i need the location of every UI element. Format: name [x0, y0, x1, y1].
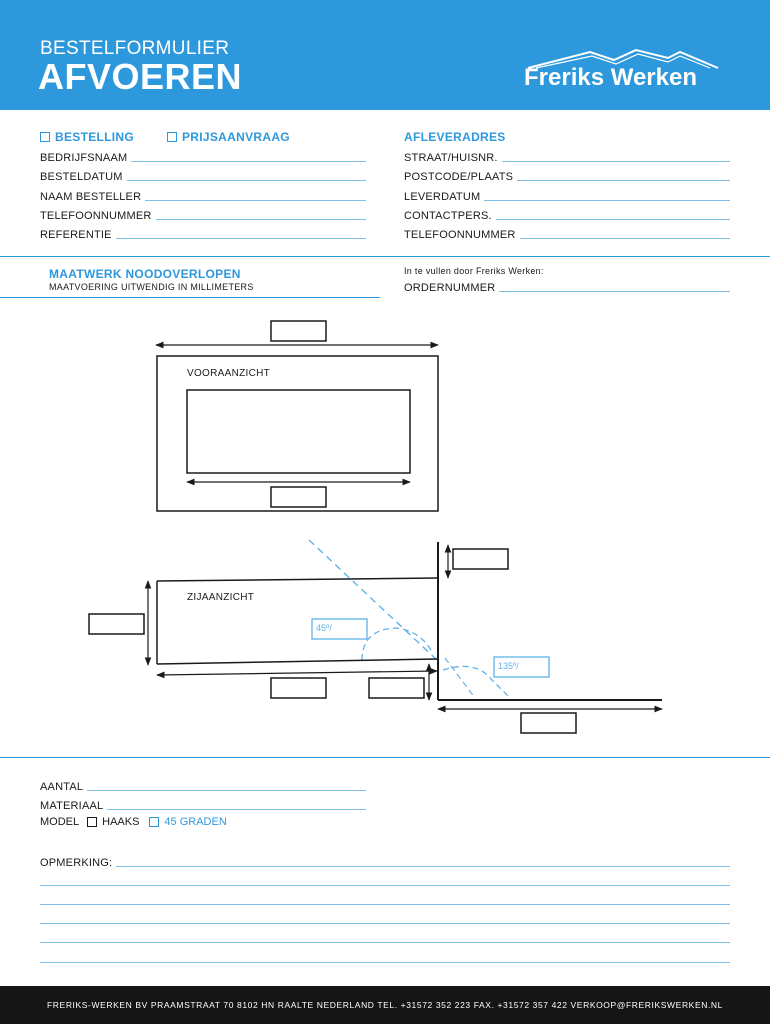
input-line[interactable] [127, 180, 366, 181]
input-line[interactable] [520, 238, 730, 239]
haaks-option[interactable] [87, 816, 139, 828]
leverdatum-field[interactable] [404, 189, 730, 203]
input-line[interactable] [156, 219, 366, 220]
field-label: MATERIAAL [40, 800, 104, 812]
field-label: TELEFOONNUMMER [404, 229, 516, 241]
section-divider [0, 757, 770, 758]
side-top-edge [157, 578, 438, 581]
field-label: BESTELDATUM [40, 171, 123, 183]
input-line[interactable] [502, 161, 730, 162]
section-divider [0, 297, 380, 298]
input-line[interactable] [87, 790, 366, 791]
front-inner-opening [187, 390, 410, 473]
graden-label: 45 GRADEN [164, 816, 227, 828]
section-divider [0, 256, 770, 257]
bestelling-checkbox[interactable] [40, 130, 134, 144]
company-logo [518, 46, 733, 94]
field-label: AANTAL [40, 781, 84, 793]
telefoonnummer-field[interactable] [40, 208, 366, 222]
input-line[interactable] [145, 200, 366, 201]
angle-arc-45 [362, 628, 432, 660]
afleveradres-heading: AFLEVERADRES [404, 130, 506, 144]
side-bottom-edge [157, 659, 437, 664]
aantal-field[interactable] [40, 779, 366, 793]
internal-note: In te vullen door Freriks Werken: [404, 266, 544, 276]
model-row [40, 816, 227, 828]
maatvoering-subheading: MAATVOERING UITWENDIG IN MILLIMETERS [49, 282, 254, 292]
input-line[interactable] [517, 180, 730, 181]
opmerking-line[interactable] [40, 962, 730, 963]
field-label: POSTCODE/PLAATS [404, 171, 514, 183]
field-label: CONTACTPERS. [404, 210, 492, 222]
checkbox-square-icon[interactable] [167, 132, 177, 142]
front-inner-width-box[interactable] [271, 487, 326, 507]
opmerking-field[interactable] [40, 855, 730, 869]
header-banner [0, 0, 770, 110]
angle-45-label: 45º/ [316, 623, 332, 633]
graden-option[interactable] [149, 816, 226, 828]
front-view-label: VOORAANZICHT [187, 368, 271, 379]
drawing-canvas [0, 300, 770, 750]
straat-field[interactable] [404, 150, 730, 164]
side-offset-box[interactable] [369, 678, 424, 698]
opmerking-line[interactable] [40, 942, 730, 943]
field-label: ORDERNUMMER [404, 282, 496, 294]
bedrijfsnaam-field[interactable] [40, 150, 366, 164]
postcode-field[interactable] [404, 169, 730, 183]
ordernummer-field[interactable] [404, 280, 730, 294]
field-label: STRAAT/HUISNR. [404, 152, 498, 164]
contactpers-field[interactable] [404, 208, 730, 222]
side-length-arrow [157, 671, 437, 675]
field-label: NAAM BESTELLER [40, 191, 142, 203]
angle-line-135 [445, 658, 475, 698]
footer-contact-text: FRERIKS-WERKEN BV PRAAMSTRAAT 70 8102 HN RAALTE NEDERLAND TEL. +31572 352 223 FAX. +31572 357 422 VERKOOP@FRERIKSWERKEN.NL [47, 1000, 723, 1010]
form-subtitle: BESTELFORMULIER [40, 38, 230, 59]
front-view [156, 321, 438, 511]
input-line[interactable] [116, 866, 730, 867]
opmerking-line[interactable] [40, 904, 730, 905]
prijsaanvraag-checkbox[interactable] [167, 130, 290, 144]
model-label: MODEL [40, 816, 80, 828]
technical-drawing [0, 300, 770, 750]
roof-length-box[interactable] [521, 713, 576, 733]
field-label: LEVERDATUM [404, 191, 481, 203]
side-view [89, 540, 662, 733]
maatwerk-heading: MAATWERK NOODOVERLOPEN [49, 267, 241, 281]
input-line[interactable] [496, 219, 730, 220]
opmerking-line[interactable] [40, 923, 730, 924]
field-label: OPMERKING: [40, 857, 113, 869]
input-line[interactable] [116, 238, 366, 239]
referentie-field[interactable] [40, 227, 366, 241]
logo-text: Freriks Werken [524, 64, 697, 91]
field-label: REFERENTIE [40, 229, 112, 241]
materiaal-field[interactable] [40, 798, 366, 812]
haaks-label: HAAKS [102, 816, 140, 828]
telefoonnummer-delivery-field[interactable] [404, 227, 730, 241]
checkbox-square-icon[interactable] [87, 817, 97, 827]
prijsaanvraag-label: PRIJSAANVRAAG [182, 130, 290, 144]
field-label: TELEFOONNUMMER [40, 210, 152, 222]
front-width-box[interactable] [271, 321, 326, 341]
besteldatum-field[interactable] [40, 169, 366, 183]
input-line[interactable] [131, 161, 366, 162]
form-title: AFVOEREN [38, 56, 243, 97]
field-label: BEDRIJFSNAAM [40, 152, 128, 164]
naam-besteller-field[interactable] [40, 189, 366, 203]
bestelling-label: BESTELLING [55, 130, 135, 144]
input-line[interactable] [107, 809, 366, 810]
input-line[interactable] [499, 291, 730, 292]
angle-135-label: 135º/ [498, 661, 519, 671]
footer-bar [0, 986, 770, 1024]
opmerking-line[interactable] [40, 885, 730, 886]
side-view-label: ZIJAANZICHT [187, 592, 255, 603]
top-offset-box[interactable] [453, 549, 508, 569]
checkbox-square-icon[interactable] [40, 132, 50, 142]
side-height-box[interactable] [89, 614, 144, 634]
side-length-box[interactable] [271, 678, 326, 698]
checkbox-square-icon[interactable] [149, 817, 159, 827]
cut-line-45 [309, 540, 437, 660]
input-line[interactable] [484, 200, 730, 201]
